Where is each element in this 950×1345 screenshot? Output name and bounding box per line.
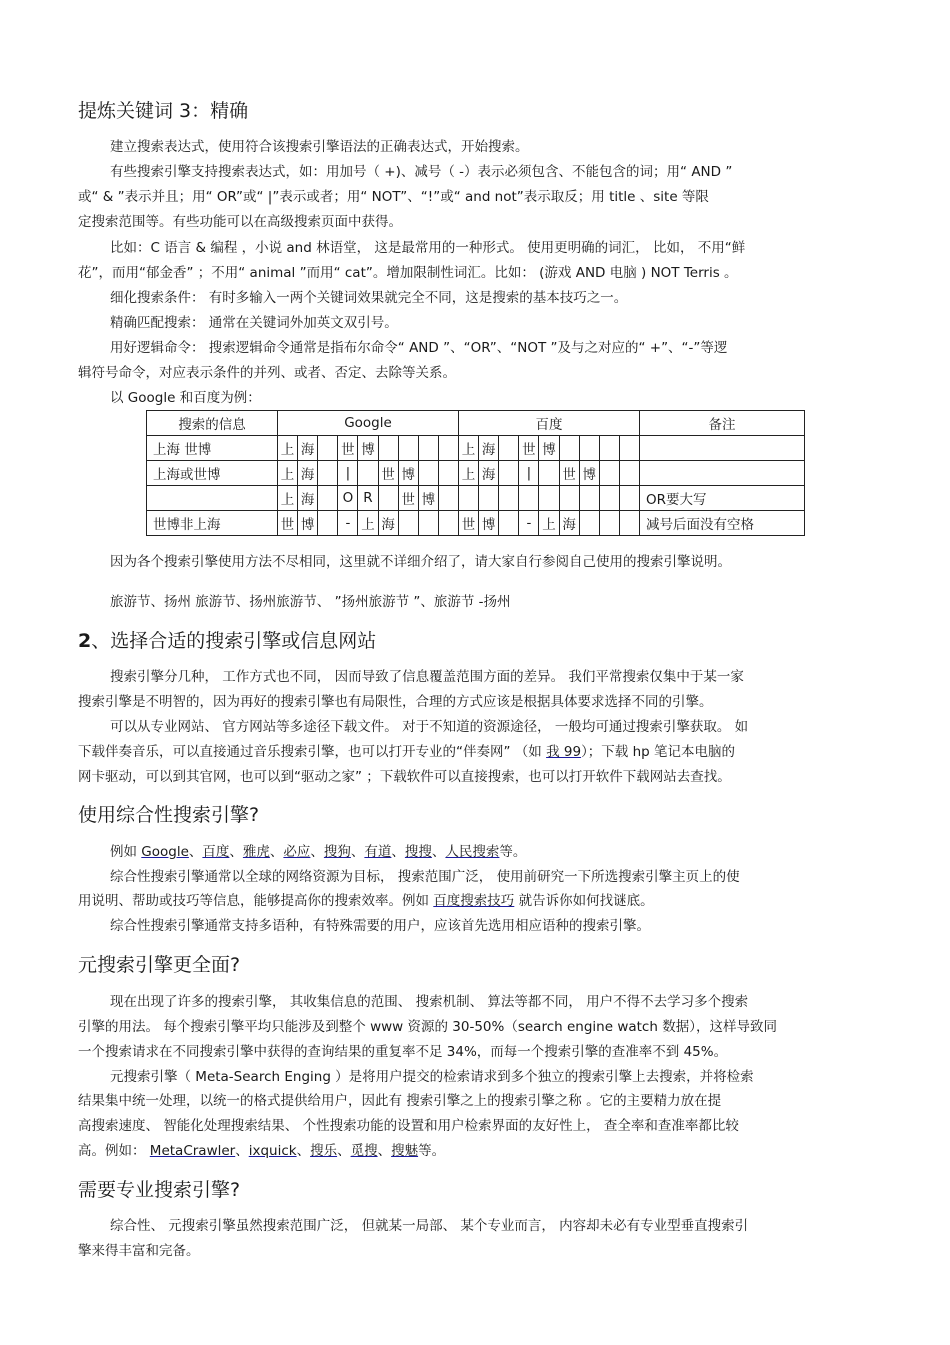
link-baidu-tips[interactable]: 百度搜索技巧 — [433, 893, 515, 909]
table-cell: 世 — [559, 461, 579, 486]
table-cell — [599, 436, 619, 461]
engine-link[interactable]: 搜搜 — [404, 844, 432, 860]
table-cell: 世 — [398, 486, 418, 511]
search-syntax-table — [146, 410, 805, 536]
table-cell — [640, 436, 805, 461]
paragraph-line — [78, 740, 873, 765]
table-cell — [318, 511, 338, 536]
meta-engine-link[interactable]: MetaCrawler — [149, 1143, 236, 1159]
meta-engine-link[interactable]: ixquick — [248, 1143, 297, 1159]
table-cell — [318, 436, 338, 461]
table-cell — [579, 486, 599, 511]
table-cell: 博 — [479, 511, 499, 536]
table-cell: R — [358, 486, 378, 511]
table-cell — [438, 461, 458, 486]
table-cell: 博 — [358, 436, 378, 461]
table-cell: 海 — [298, 436, 318, 461]
paragraph-line: 花”，而用“郁金香” ；不用“ animal ”而用“ cat”。增加限制性词汇。比如： (游戏 AND 电脑 ) NOT Terris 。 — [78, 265, 738, 281]
table-cell — [438, 511, 458, 536]
section-heading-precise: 提炼关键词 3：精确 — [78, 100, 249, 122]
paragraph-line: 网卡驱动，可以到其官网，也可以到“驱动之家” ；下载软件可以直接搜索，也可以打开软件下载网站去查找。 — [78, 769, 731, 785]
table-cell: 世博非上海 — [147, 511, 278, 536]
paragraph: 元搜索引擎（ Meta-Search Enging ）是将用户提交的检索请求到多个独立的搜索引擎上去搜索，并将检索 — [110, 1069, 754, 1085]
table-cell: | — [519, 461, 539, 486]
paragraph: 搜索引擎分几种， 工作方式也不同， 因而导致了信息覆盖范围方面的差异。 我们平常搜索仅集中于某一家 — [110, 669, 744, 685]
table-cell: 世 — [378, 461, 398, 486]
table-cell — [539, 486, 559, 511]
table-cell — [378, 486, 398, 511]
engine-link[interactable]: 必应 — [283, 844, 311, 860]
table-cell: 世 — [278, 511, 298, 536]
meta-engine-link[interactable]: 搜乐 — [310, 1143, 338, 1159]
table-row — [147, 486, 805, 511]
table-cell: 上 — [278, 461, 298, 486]
header-google: Google — [278, 411, 459, 436]
table-cell: 上 — [539, 511, 559, 536]
meta-engine-links: MetaCrawler、ixquick、搜乐、觅搜、搜魅 — [149, 1143, 419, 1159]
text-run: 高。例如： — [78, 1143, 150, 1159]
table-cell — [499, 511, 519, 536]
engine-link[interactable]: 雅虎 — [242, 844, 270, 860]
paragraph: 综合性、 元搜索引擎虽然搜索范围广泛， 但就某一局部、 某个专业而言， 内容却未必有专业型垂直搜索引 — [110, 1218, 749, 1234]
paragraph: 比如：C 语言 & 编程 ，小说 and 林语堂， 这是最常用的一种形式。 使用更明确的词汇， 比如， 不用“鲜 — [110, 240, 746, 256]
table-cell: 上海 世博 — [147, 436, 278, 461]
paragraph: 用好逻辑命令： 搜索逻辑命令通常是指布尔命令“ AND ”、“OR”、“NOT ”及与之对应的“ +”、“-”等逻 — [110, 340, 728, 356]
table-cell — [438, 436, 458, 461]
header-baidu: 百度 — [459, 411, 640, 436]
table-cell — [619, 486, 639, 511]
table-cell — [619, 461, 639, 486]
table-cell — [499, 486, 519, 511]
paragraph: 现在出现了许多的搜索引擎， 其收集信息的范围、 搜索机制、 算法等都不同， 用户不得不去学习多个搜索 — [110, 994, 749, 1010]
meta-engine-link[interactable]: 觅搜 — [350, 1143, 378, 1159]
table-cell: 博 — [579, 461, 599, 486]
engine-link[interactable]: 百度 — [202, 844, 230, 860]
table-cell: 海 — [479, 436, 499, 461]
meta-engine-link[interactable]: 搜魅 — [391, 1143, 419, 1159]
paragraph: 以 Google 和百度为例： — [110, 390, 261, 406]
header-note: 备注 — [640, 411, 805, 436]
paragraph-line: 定搜索范围等。有些功能可以在高级搜索页面中获得。 — [78, 214, 402, 230]
table-cell — [398, 511, 418, 536]
table-cell — [459, 486, 479, 511]
table-cell: 海 — [559, 511, 579, 536]
paragraph-line: 辑符号命令，对应表示条件的并列、或者、否定、去除等关系。 — [78, 365, 456, 381]
paragraph: 有些搜索引擎支持搜索表达式，如：用加号（ +)、减号（ -）表示必须包含、不能包含的词；用“ AND ” — [110, 164, 733, 180]
table-cell — [599, 486, 619, 511]
paragraph: 综合性搜索引擎通常支持多语种，有特殊需要的用户，应该首先选用相应语种的搜索引擎。 — [110, 918, 650, 934]
link-wo99[interactable]: 我 99 — [546, 744, 582, 760]
table-cell — [479, 486, 499, 511]
table-cell — [499, 436, 519, 461]
table-cell: 减号后面没有空格 — [640, 511, 805, 536]
table-cell: 海 — [479, 461, 499, 486]
table-cell — [318, 461, 338, 486]
table-cell: 博 — [398, 461, 418, 486]
table-cell — [378, 436, 398, 461]
text-run: 用说明、帮助或技巧等信息，能够提高你的搜索效率。例如 — [78, 893, 434, 909]
table-cell: 博 — [418, 486, 438, 511]
table-cell: 海 — [378, 511, 398, 536]
section-number: 2 — [78, 630, 92, 652]
table-cell: 海 — [298, 461, 318, 486]
paragraph-line: 一个搜索请求在不同搜索引擎中获得的查询结果的重复率不足 34%，而每一个搜索引擎的查准率不到 45%。 — [78, 1044, 728, 1060]
paragraph: 细化搜索条件： 有时多输入一两个关键词效果就完全不同，这是搜索的基本技巧之一。 — [110, 290, 628, 306]
section-heading-choose-engine — [78, 629, 376, 653]
engine-link[interactable]: 有道 — [364, 844, 392, 860]
paragraph: 综合性搜索引擎通常以全球的网络资源为目标， 搜索范围广泛， 使用前研究一下所选搜索引擎主页上的使 — [110, 869, 740, 885]
table-cell: O — [338, 486, 358, 511]
paragraph-line: 擎来得丰富和完备。 — [78, 1243, 200, 1259]
table-cell: 海 — [298, 486, 318, 511]
paragraph: 精确匹配搜索： 通常在关键词外加英文双引号。 — [110, 315, 398, 331]
table-cell — [418, 461, 438, 486]
table-cell — [599, 511, 619, 536]
text-run: 就告诉你如何找谜底。 — [514, 893, 654, 909]
table-cell — [539, 461, 559, 486]
table-cell — [398, 436, 418, 461]
table-cell — [438, 486, 458, 511]
section-heading-general-engines: 使用综合性搜索引擎? — [78, 804, 260, 826]
table-cell: - — [519, 511, 539, 536]
paragraph-line: 结果集中统一处理，以统一的格式提供给用户，因此有 搜索引擎之上的搜索引擎之称 。它的主要精力放在提 — [78, 1093, 722, 1109]
table-row — [147, 461, 805, 486]
table-cell — [559, 486, 579, 511]
table-row — [147, 511, 805, 536]
table-cell — [318, 486, 338, 511]
table-cell: - — [338, 511, 358, 536]
table-cell — [599, 461, 619, 486]
paragraph — [78, 840, 873, 865]
paragraph: 建立搜索表达式，使用符合该搜索引擎语法的正确表达式，开始搜索。 — [110, 139, 529, 155]
paragraph: 可以从专业网站、 官方网站等多途径下载文件。 对于不知道的资源途径， 一般均可通过搜索引擎获取。 如 — [110, 719, 749, 735]
table-cell: 博 — [298, 511, 318, 536]
table-cell: 世 — [459, 511, 479, 536]
table-cell: 博 — [539, 436, 559, 461]
table-cell — [499, 461, 519, 486]
table-cell: 上 — [459, 461, 479, 486]
table-cell: 上 — [278, 486, 298, 511]
table-cell — [519, 486, 539, 511]
section-title-text: 、选择合适的搜索引擎或信息网站 — [91, 630, 377, 652]
header-info: 搜索的信息 — [147, 411, 278, 436]
table-cell — [147, 486, 278, 511]
table-cell: 上 — [358, 511, 378, 536]
engine-link[interactable]: 搜狗 — [323, 844, 351, 860]
text-run: 下载伴奏音乐，可以直接通过音乐搜索引擎，也可以打开专业的“伴奏网” （如 — [78, 744, 547, 760]
paragraph-line — [78, 1139, 873, 1164]
table-cell: OR要大写 — [640, 486, 805, 511]
table-cell — [640, 461, 805, 486]
section-heading-meta-engines: 元搜索引擎更全面? — [78, 954, 241, 976]
section-heading-specialized-engines: 需要专业搜索引擎? — [78, 1179, 241, 1201]
paragraph-line: 高搜索速度、 智能化处理搜索结果、 个性搜索功能的设置和用户检索界面的友好性上， 查全率和查准率都比较 — [78, 1118, 739, 1134]
paragraph: 旅游节、扬州 旅游节、扬州旅游节、 ”扬州旅游节 ”、旅游节 -扬州 — [110, 594, 511, 610]
table-cell: 上海或世博 — [147, 461, 278, 486]
text-run: ）；下载 hp 笔记本电脑的 — [581, 744, 736, 760]
table-cell: 上 — [459, 436, 479, 461]
paragraph-line: 引擎的用法。 每个搜索引擎平均只能涉及到整个 www 资源的 30-50%（search engine watch 数据），这样导致同 — [78, 1019, 777, 1035]
table-cell — [559, 436, 579, 461]
engine-link[interactable]: Google — [141, 844, 189, 860]
text-run: 等。 — [418, 1143, 446, 1159]
table-cell: | — [338, 461, 358, 486]
engine-link[interactable]: 人民搜索 — [445, 844, 500, 860]
paragraph-line: 搜索引擎是不明智的，因为再好的搜索引擎也有局限性，合理的方式应该是根据具体要求选择不同的引擎。 — [78, 694, 713, 710]
table-cell — [619, 436, 639, 461]
paragraph-line — [78, 889, 873, 914]
table-cell — [418, 511, 438, 536]
text-run: 例如 — [110, 844, 142, 860]
paragraph-line: 或“ & ”表示并且；用“ OR”或“ |”表示或者；用“ NOT”、“!”或“ and not”表示取反；用 title 、site 等限 — [78, 189, 709, 205]
table-cell: 世 — [519, 436, 539, 461]
table-cell — [579, 511, 599, 536]
table-cell — [418, 436, 438, 461]
paragraph: 因为各个搜索引擎使用方法不尽相同，这里就不详细介绍了，请大家自行参阅自己使用的搜索引擎说明。 — [110, 554, 731, 570]
table-cell — [579, 436, 599, 461]
table-cell: 世 — [338, 436, 358, 461]
table-cell — [619, 511, 639, 536]
text-run: 等。 — [499, 844, 527, 860]
table-cell: 上 — [278, 436, 298, 461]
table-cell — [358, 461, 378, 486]
table-row — [147, 436, 805, 461]
engine-links: Google、百度、雅虎、必应、搜狗、有道、搜搜、人民搜索 — [141, 844, 500, 860]
table-header-row — [147, 411, 805, 436]
